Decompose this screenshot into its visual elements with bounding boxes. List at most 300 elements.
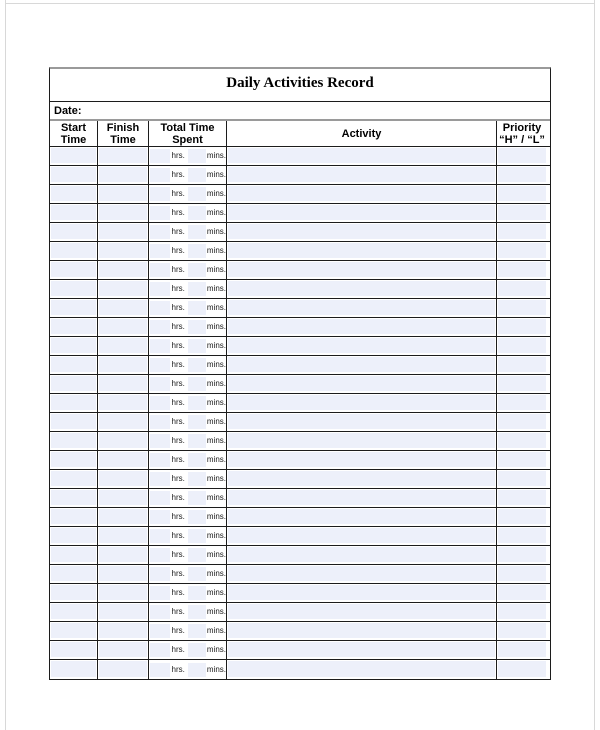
total-time-cell [149, 641, 227, 659]
priority-cell [497, 394, 547, 412]
minutes-field[interactable] [188, 358, 206, 372]
finish-time-field[interactable] [99, 414, 147, 429]
table-row [50, 318, 550, 337]
hours-unit-label: hrs. [171, 170, 185, 179]
hours-unit-label: hrs. [171, 493, 185, 502]
start-time-cell [50, 622, 98, 640]
hours-field[interactable] [150, 168, 170, 182]
priority-cell [497, 622, 547, 640]
start-time-field[interactable] [51, 414, 96, 429]
priority-field[interactable] [498, 262, 546, 277]
start-time-cell [50, 166, 98, 184]
minutes-field[interactable] [188, 187, 206, 201]
hours-field[interactable] [150, 624, 170, 638]
table-row [50, 147, 550, 166]
minutes-unit-label: mins. [206, 360, 226, 369]
start-time-cell [50, 527, 98, 545]
priority-field[interactable] [498, 319, 546, 334]
start-time-field[interactable] [51, 262, 96, 277]
priority-cell [497, 375, 547, 393]
minutes-field[interactable] [188, 339, 206, 353]
activity-field[interactable] [228, 471, 495, 486]
priority-cell [497, 280, 547, 298]
finish-time-field[interactable] [99, 528, 147, 543]
finish-time-cell [98, 508, 149, 526]
activity-field[interactable] [228, 452, 495, 467]
table-row [50, 470, 550, 489]
hours-field[interactable] [150, 453, 170, 467]
priority-field[interactable] [498, 243, 546, 258]
start-time-field[interactable] [51, 433, 96, 448]
finish-time-field[interactable] [99, 433, 147, 448]
activity-cell [227, 508, 497, 526]
start-time-field[interactable] [51, 642, 96, 657]
table-row [50, 622, 550, 641]
hours-unit-label: hrs. [171, 664, 185, 674]
start-time-field[interactable] [51, 376, 96, 391]
priority-field[interactable] [498, 547, 546, 562]
finish-time-field[interactable] [99, 547, 147, 562]
activity-field[interactable] [228, 148, 495, 163]
priority-field[interactable] [498, 509, 546, 524]
start-time-field[interactable] [51, 148, 96, 163]
finish-time-cell [98, 584, 149, 602]
finish-time-cell [98, 622, 149, 640]
finish-time-field[interactable] [99, 243, 147, 258]
finish-time-field[interactable] [99, 205, 147, 220]
priority-field[interactable] [498, 186, 546, 201]
table-row [50, 508, 550, 527]
activity-cell [227, 223, 497, 241]
finish-time-cell [98, 565, 149, 583]
activity-cell [227, 261, 497, 279]
finish-time-cell [98, 299, 149, 317]
hours-field[interactable] [150, 434, 170, 448]
activity-cell [227, 299, 497, 317]
table-row [50, 204, 550, 223]
activity-field[interactable] [228, 281, 495, 296]
hours-field[interactable] [150, 263, 170, 277]
start-time-field[interactable] [51, 395, 96, 410]
activity-field[interactable] [228, 623, 495, 638]
activity-field[interactable] [228, 224, 495, 239]
table-row [50, 432, 550, 451]
start-time-cell [50, 432, 98, 450]
finish-time-field[interactable] [99, 262, 147, 277]
priority-field[interactable] [498, 224, 546, 239]
priority-cell [497, 356, 547, 374]
activity-cell [227, 489, 497, 507]
activity-field[interactable] [228, 300, 495, 315]
minutes-field[interactable] [188, 263, 206, 277]
finish-time-field[interactable] [99, 452, 147, 467]
finish-time-cell [98, 204, 149, 222]
header-finish-time-line1: Finish [106, 121, 140, 134]
hours-field[interactable] [150, 663, 170, 677]
minutes-unit-label: mins. [206, 550, 226, 559]
hours-unit-label: hrs. [171, 645, 185, 654]
finish-time-field[interactable] [99, 338, 147, 353]
minutes-unit-label: mins. [206, 246, 226, 255]
finish-time-cell [98, 280, 149, 298]
activity-field[interactable] [228, 528, 495, 543]
finish-time-field[interactable] [99, 186, 147, 201]
finish-time-field[interactable] [99, 148, 147, 163]
activity-field[interactable] [228, 395, 495, 410]
finish-time-cell [98, 413, 149, 431]
minutes-field[interactable] [188, 396, 206, 410]
start-time-field[interactable] [51, 243, 96, 258]
minutes-field[interactable] [188, 643, 206, 657]
finish-time-cell [98, 641, 149, 659]
start-time-field[interactable] [51, 205, 96, 220]
finish-time-field[interactable] [99, 167, 147, 182]
finish-time-cell [98, 261, 149, 279]
hours-unit-label: hrs. [171, 455, 185, 464]
table-row [50, 660, 550, 679]
start-time-field[interactable] [51, 490, 96, 505]
priority-field[interactable] [498, 414, 546, 429]
minutes-field[interactable] [188, 206, 206, 220]
priority-cell [497, 299, 547, 317]
hours-field[interactable] [150, 510, 170, 524]
start-time-field[interactable] [51, 357, 96, 372]
priority-field[interactable] [498, 300, 546, 315]
activity-cell [227, 147, 497, 165]
finish-time-field[interactable] [99, 395, 147, 410]
finish-time-field[interactable] [99, 471, 147, 486]
priority-field[interactable] [498, 623, 546, 638]
start-time-field[interactable] [51, 547, 96, 562]
minutes-field[interactable] [188, 377, 206, 391]
priority-field[interactable] [498, 357, 546, 372]
hours-field[interactable] [150, 643, 170, 657]
start-time-field[interactable] [51, 224, 96, 239]
finish-time-field[interactable] [99, 604, 147, 619]
priority-cell [497, 413, 547, 431]
minutes-unit-label: mins. [206, 664, 226, 674]
start-time-field[interactable] [51, 604, 96, 619]
start-time-field[interactable] [51, 186, 96, 201]
start-time-cell [50, 185, 98, 203]
total-time-cell [149, 508, 227, 526]
start-time-field[interactable] [51, 319, 96, 334]
hours-field[interactable] [150, 282, 170, 296]
priority-field[interactable] [498, 148, 546, 163]
start-time-cell [50, 489, 98, 507]
minutes-field[interactable] [188, 663, 206, 677]
start-time-field[interactable] [51, 281, 96, 296]
activity-cell [227, 413, 497, 431]
priority-field[interactable] [498, 376, 546, 391]
total-time-cell [149, 660, 227, 679]
hours-unit-label: hrs. [171, 303, 185, 312]
minutes-field[interactable] [188, 605, 206, 619]
minutes-field[interactable] [188, 434, 206, 448]
hours-field[interactable] [150, 149, 170, 163]
activity-cell [227, 432, 497, 450]
activity-field[interactable] [228, 414, 495, 429]
activity-cell [227, 242, 497, 260]
activity-field[interactable] [228, 243, 495, 258]
priority-cell [497, 337, 547, 355]
hours-field[interactable] [150, 605, 170, 619]
priority-field[interactable] [498, 528, 546, 543]
minutes-field[interactable] [188, 453, 206, 467]
table-row [50, 489, 550, 508]
hours-field[interactable] [150, 377, 170, 391]
start-time-field[interactable] [51, 452, 96, 467]
hours-field[interactable] [150, 225, 170, 239]
minutes-unit-label: mins. [206, 607, 226, 616]
finish-time-cell [98, 375, 149, 393]
hours-field[interactable] [150, 358, 170, 372]
minutes-field[interactable] [188, 225, 206, 239]
header-start-time [50, 121, 98, 146]
activity-field[interactable] [228, 642, 495, 657]
minutes-field[interactable] [188, 149, 206, 163]
minutes-field[interactable] [188, 624, 206, 638]
hours-field[interactable] [150, 206, 170, 220]
priority-cell [497, 546, 547, 564]
start-time-cell [50, 546, 98, 564]
minutes-field[interactable] [188, 510, 206, 524]
start-time-field[interactable] [51, 471, 96, 486]
table-row [50, 375, 550, 394]
finish-time-cell [98, 470, 149, 488]
total-time-cell [149, 622, 227, 640]
hours-unit-label: hrs. [171, 151, 185, 160]
finish-time-field[interactable] [99, 300, 147, 315]
priority-field[interactable] [498, 338, 546, 353]
priority-cell [497, 489, 547, 507]
activity-field[interactable] [228, 262, 495, 277]
total-time-cell [149, 432, 227, 450]
priority-cell [497, 451, 547, 469]
hours-field[interactable] [150, 472, 170, 486]
header-finish-time [98, 121, 149, 146]
finish-time-field[interactable] [99, 642, 147, 657]
hours-unit-label: hrs. [171, 512, 185, 521]
start-time-field[interactable] [51, 167, 96, 182]
activity-field[interactable] [228, 509, 495, 524]
finish-time-field[interactable] [99, 490, 147, 505]
finish-time-field[interactable] [99, 661, 147, 677]
minutes-field[interactable] [188, 491, 206, 505]
activity-field[interactable] [228, 490, 495, 505]
start-time-field[interactable] [51, 566, 96, 581]
priority-field[interactable] [498, 661, 546, 677]
table-row [50, 527, 550, 546]
table-row [50, 394, 550, 413]
hours-unit-label: hrs. [171, 379, 185, 388]
activity-field[interactable] [228, 585, 495, 600]
activity-cell [227, 280, 497, 298]
header-total-time-line1: Total Time [160, 121, 215, 134]
finish-time-field[interactable] [99, 376, 147, 391]
minutes-unit-label: mins. [206, 512, 226, 521]
activity-field[interactable] [228, 376, 495, 391]
minutes-field[interactable] [188, 282, 206, 296]
activity-cell [227, 622, 497, 640]
finish-time-cell [98, 527, 149, 545]
start-time-cell [50, 565, 98, 583]
activity-field[interactable] [228, 547, 495, 562]
finish-time-cell [98, 546, 149, 564]
hours-field[interactable] [150, 415, 170, 429]
total-time-cell [149, 489, 227, 507]
table-row [50, 565, 550, 584]
hours-field[interactable] [150, 320, 170, 334]
finish-time-field[interactable] [99, 224, 147, 239]
start-time-cell [50, 223, 98, 241]
minutes-unit-label: mins. [206, 341, 226, 350]
hours-unit-label: hrs. [171, 436, 185, 445]
priority-cell [497, 603, 547, 621]
activity-field[interactable] [228, 433, 495, 448]
activity-field[interactable] [228, 604, 495, 619]
hours-unit-label: hrs. [171, 531, 185, 540]
activity-cell [227, 565, 497, 583]
minutes-field[interactable] [188, 529, 206, 543]
finish-time-field[interactable] [99, 509, 147, 524]
priority-cell [497, 641, 547, 659]
total-time-cell [149, 318, 227, 336]
hours-unit-label: hrs. [171, 588, 185, 597]
activity-cell [227, 185, 497, 203]
activity-field[interactable] [228, 167, 495, 182]
priority-cell [497, 318, 547, 336]
priority-field[interactable] [498, 167, 546, 182]
finish-time-cell [98, 185, 149, 203]
minutes-field[interactable] [188, 415, 206, 429]
start-time-cell [50, 280, 98, 298]
hours-field[interactable] [150, 339, 170, 353]
minutes-field[interactable] [188, 168, 206, 182]
finish-time-field[interactable] [99, 357, 147, 372]
minutes-unit-label: mins. [206, 227, 226, 236]
start-time-cell [50, 318, 98, 336]
table-row [50, 603, 550, 622]
activity-cell [227, 603, 497, 621]
start-time-field[interactable] [51, 528, 96, 543]
priority-field[interactable] [498, 433, 546, 448]
table-row [50, 185, 550, 204]
start-time-field[interactable] [51, 623, 96, 638]
hours-field[interactable] [150, 529, 170, 543]
hours-field[interactable] [150, 187, 170, 201]
header-priority-line2: “H” / “L” [499, 133, 545, 146]
minutes-unit-label: mins. [206, 569, 226, 578]
header-total-time-line2: Spent [172, 133, 203, 146]
hours-unit-label: hrs. [171, 189, 185, 198]
hours-field[interactable] [150, 567, 170, 581]
finish-time-cell [98, 660, 149, 679]
minutes-unit-label: mins. [206, 189, 226, 198]
hours-field[interactable] [150, 491, 170, 505]
minutes-field[interactable] [188, 567, 206, 581]
activity-field[interactable] [228, 205, 495, 220]
priority-cell [497, 204, 547, 222]
activity-cell [227, 204, 497, 222]
activity-field[interactable] [228, 338, 495, 353]
activity-cell [227, 546, 497, 564]
daily-activities-form [49, 67, 551, 680]
finish-time-field[interactable] [99, 623, 147, 638]
minutes-unit-label: mins. [206, 151, 226, 160]
activity-cell [227, 641, 497, 659]
finish-time-cell [98, 318, 149, 336]
total-time-cell [149, 413, 227, 431]
activity-field[interactable] [228, 661, 495, 677]
hours-field[interactable] [150, 586, 170, 600]
hours-field[interactable] [150, 244, 170, 258]
total-time-cell [149, 584, 227, 602]
date-field[interactable] [82, 102, 550, 119]
start-time-field[interactable] [51, 338, 96, 353]
priority-field[interactable] [498, 642, 546, 657]
minutes-field[interactable] [188, 301, 206, 315]
start-time-field[interactable] [51, 509, 96, 524]
table-row [50, 413, 550, 432]
header-activity-label: Activity [341, 127, 382, 140]
finish-time-field[interactable] [99, 281, 147, 296]
hours-unit-label: hrs. [171, 417, 185, 426]
finish-time-field[interactable] [99, 566, 147, 581]
activity-field[interactable] [228, 357, 495, 372]
finish-time-cell [98, 242, 149, 260]
minutes-field[interactable] [188, 244, 206, 258]
minutes-field[interactable] [188, 320, 206, 334]
finish-time-field[interactable] [99, 585, 147, 600]
header-start-time-line2: Time [60, 133, 87, 146]
minutes-unit-label: mins. [206, 493, 226, 502]
activity-field[interactable] [228, 566, 495, 581]
minutes-unit-label: mins. [206, 417, 226, 426]
priority-field[interactable] [498, 585, 546, 600]
activity-field[interactable] [228, 186, 495, 201]
activity-cell [227, 337, 497, 355]
priority-field[interactable] [498, 395, 546, 410]
start-time-field[interactable] [51, 585, 96, 600]
priority-field[interactable] [498, 566, 546, 581]
priority-field[interactable] [498, 604, 546, 619]
start-time-cell [50, 584, 98, 602]
hours-unit-label: hrs. [171, 569, 185, 578]
activity-field[interactable] [228, 319, 495, 334]
table-row [50, 584, 550, 603]
minutes-unit-label: mins. [206, 588, 226, 597]
hours-field[interactable] [150, 301, 170, 315]
finish-time-cell [98, 603, 149, 621]
activity-cell [227, 527, 497, 545]
finish-time-field[interactable] [99, 319, 147, 334]
priority-field[interactable] [498, 205, 546, 220]
hours-field[interactable] [150, 396, 170, 410]
priority-field[interactable] [498, 471, 546, 486]
priority-field[interactable] [498, 490, 546, 505]
start-time-field[interactable] [51, 300, 96, 315]
hours-unit-label: hrs. [171, 208, 185, 217]
activity-cell [227, 375, 497, 393]
minutes-field[interactable] [188, 586, 206, 600]
priority-field[interactable] [498, 452, 546, 467]
minutes-field[interactable] [188, 548, 206, 562]
minutes-field[interactable] [188, 472, 206, 486]
hours-field[interactable] [150, 548, 170, 562]
priority-field[interactable] [498, 281, 546, 296]
start-time-field[interactable] [51, 661, 96, 677]
